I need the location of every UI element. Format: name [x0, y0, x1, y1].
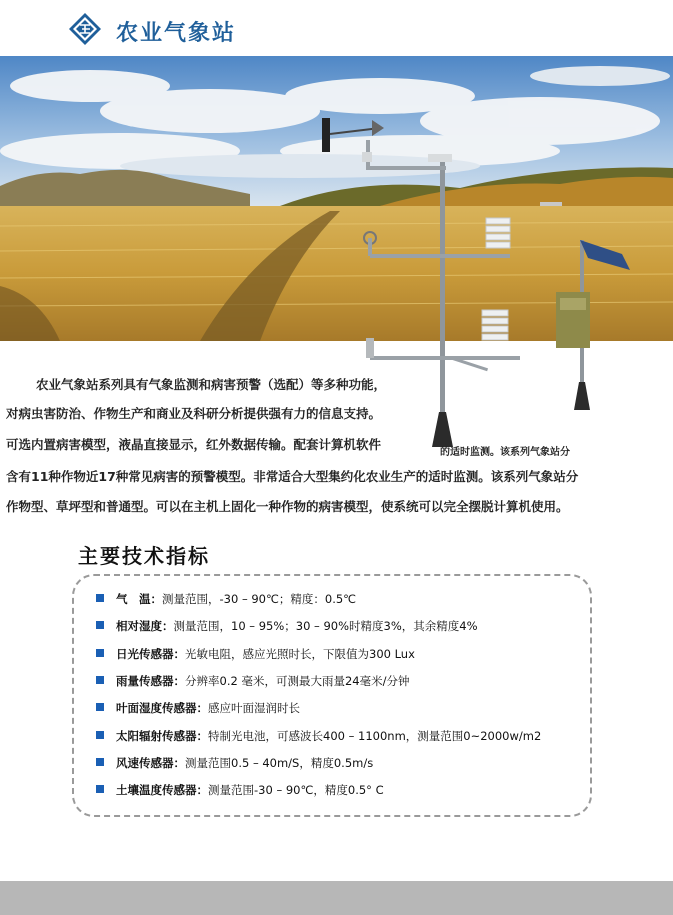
spec-item: 风速传感器：测量范围0.5 – 40m/S，精度0.5m/s [96, 755, 373, 771]
intro-line-5: 作物型、草坪型和普通型。可以在主机上固化一种作物的病害模型，使系统可以完全摆脱计算机使用。 [6, 499, 569, 514]
bullet-square-icon [96, 649, 104, 657]
spec-item: 雨量传感器：分辨率0.2 毫米，可测最大雨量24毫米/分钟 [96, 673, 409, 689]
page-title: 农业气象站 [116, 20, 237, 46]
bullet-square-icon [96, 594, 104, 602]
intro-overlap-fragment: 的适时监测。该系列气象站分 [440, 447, 570, 458]
intro-line-1: 农业气象站系列具有气象监测和病害预警（选配）等多种功能， [36, 377, 387, 392]
bullet-square-icon [96, 758, 104, 766]
bullet-square-icon [96, 676, 104, 684]
spec-item: 叶面湿度传感器：感应叶面湿润时长 [96, 700, 300, 716]
specs-box [72, 574, 592, 817]
intro-line-3: 可选内置病害模型，液晶直接显示，红外数据传输。配套计算机软件 [6, 437, 382, 452]
specs-heading: 主要技术指标 [78, 544, 210, 568]
spec-item: 相对湿度：测量范围，10 – 95%；30 – 90%时精度3%，其余精度4% [96, 618, 478, 634]
intro-line-2: 对病虫害防治、作物生产和商业及科研分析提供强有力的信息支持。 [6, 406, 382, 421]
spec-item: 太阳辐射传感器：特制光电池，可感波长400 – 1100nm，测量范围0~2000w/m2 [96, 728, 541, 744]
spec-item: 气 温：测量范围，-30 – 90℃；精度：0.5℃ [96, 591, 356, 607]
bullet-square-icon [96, 785, 104, 793]
page-header [0, 0, 673, 56]
bullet-square-icon [96, 731, 104, 739]
bullet-square-icon [96, 621, 104, 629]
footer-band [0, 881, 673, 915]
bullet-square-icon [96, 703, 104, 711]
spec-item: 日光传感器：光敏电阻，感应光照时长，下限值为300 Lux [96, 646, 415, 662]
intro-line-4: 含有11种作物近17种常见病害的预警模型。非常适合大型集约化农业生产的适时监测。该系列气象站分 [6, 469, 579, 484]
company-logo-icon [68, 12, 102, 46]
spec-item: 土壤温度传感器：测量范围-30 – 90℃，精度0.5° C [96, 782, 384, 798]
